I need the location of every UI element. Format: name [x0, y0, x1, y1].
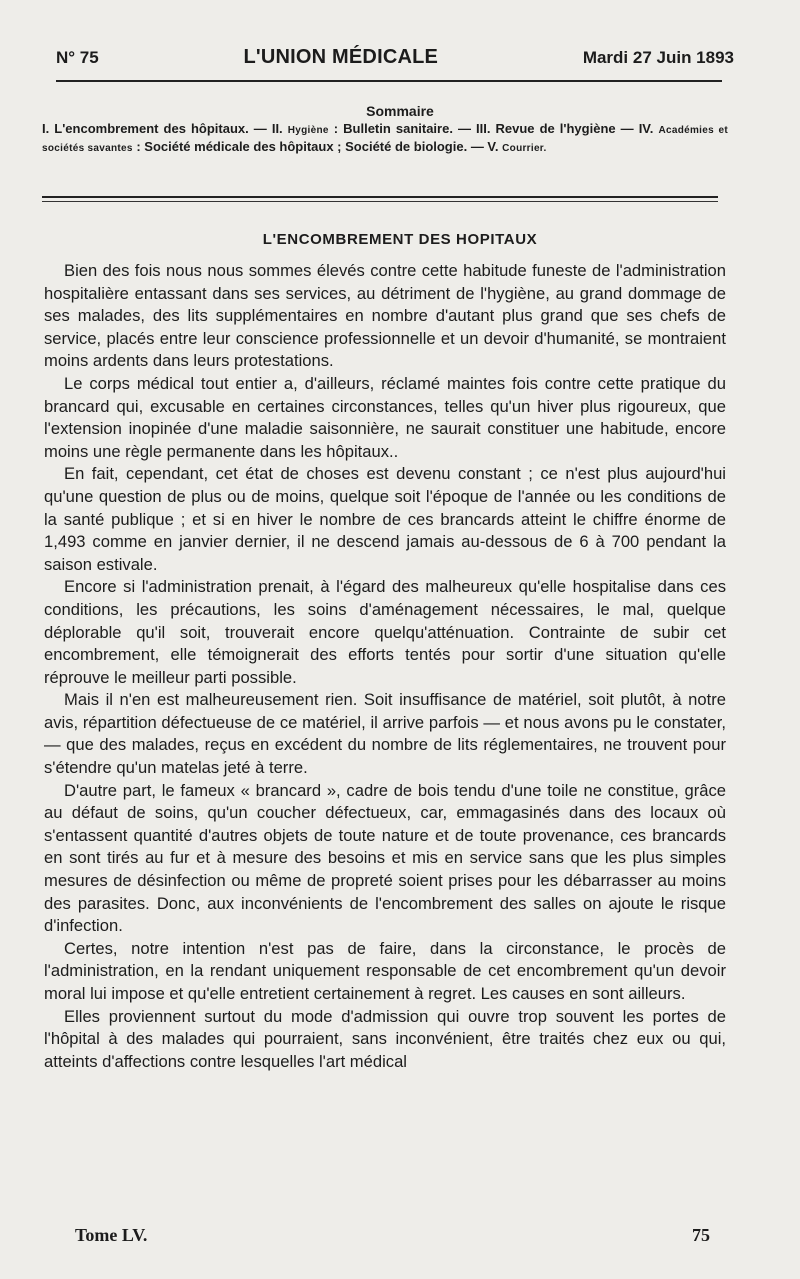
article-title: L'ENCOMBREMENT DES HOPITAUX	[262, 231, 538, 248]
issue-number: N° 75	[56, 48, 99, 67]
header-rule	[56, 80, 722, 82]
sommaire-item-4: : Société médicale des hôpitaux ; Société de biologie. — V.	[136, 139, 499, 154]
paragraph: Elles proviennent surtout du mode d'admission qui ouvre trop souvent les portes de l'hôpital à des malades qui pourraient, sans inconvénient, être traités chez eux ou qui, atteints d'affections contre lesquelles l'art médical	[44, 1006, 726, 1071]
running-header	[56, 46, 734, 76]
sommaire-rule-thick	[42, 196, 718, 198]
sommaire-contents	[42, 121, 728, 157]
paragraph: Encore si l'administration prenait, à l'égard des malheureux qu'elle hospitalise dans ces conditions, les précautions, les soins d'aménagement nécessaires, le mal, quelque déplorable qu'il soit, trouverait encore quelqu'atténuation. Contrainte de subir cet encombrement, elle témoignerait des efforts tentés pour sortir d'une situation qu'elle réprouve le meilleur parti possible.	[44, 577, 726, 687]
tome-label: Tome LV.	[75, 1225, 148, 1245]
paragraph: D'autre part, le fameux « brancard », cadre de bois tendu d'une toile ne constitue, grâce au défaut de soins, qu'un coucher défectueux, car, emmagasinés dans des locaux où s'entassent quantité d'autres objets de toute nature et de toute provenance, ces brancards en sont tirés au fur et à mesure des besoins et mis en service sans que les plus simples mesures de désinfection ou même de propreté soient prises pour les débarrasser au moins des parasites. Donc, aux inconvénients de l'encombrement des salles on ajoute le risque d'infection.	[44, 780, 726, 936]
sommaire-courrier: Courrier.	[502, 143, 547, 154]
sommaire-academies: Académies et sociétés savantes	[42, 125, 728, 154]
sommaire-item-2: : Bulletin sanitaire. — III. Revue de l'hygiène — IV.	[333, 121, 654, 136]
sommaire-item-1: I. L'encombrement des hôpitaux. — II.	[42, 121, 283, 136]
page-number: 75	[692, 1225, 710, 1245]
paragraph: Mais il n'en est malheureusement rien. Soit insuffisance de matériel, soit plutôt, à notre avis, répartition défectueuse de ce matériel, il arrive parfois — et nous avons pu le constater, — que des malades, reçus en excédent du nombre de lits réglementaires, ne trouvent pour s'étendre qu'un matelas jeté à terre.	[44, 690, 726, 778]
journal-title: L'UNION MÉDICALE	[243, 46, 439, 68]
page-footer	[75, 1225, 710, 1246]
paragraph: Le corps médical tout entier a, d'ailleurs, réclamé maintes fois contre cette pratique du brancard qui, excusable en certaines circonstances, telles qu'un hiver plus rigoureux, que l'extension inopinée d'une maladie saisonnière, ne saurait constituer une habitude, encore moins une règle permanente dans les hôpitaux..	[44, 373, 726, 461]
paragraph: Certes, notre intention n'est pas de faire, dans la circonstance, le procès de l'administration, en la rendant uniquement responsable de cet encombrement qu'un devoir moral lui impose et qu'elle entretient certainement à regret. Les causes en sont ailleurs.	[44, 938, 726, 1003]
paragraph: Bien des fois nous nous sommes élevés contre cette habitude funeste de l'administration hospitalière entassant dans ses services, au détriment de l'hygiène, au grand dommage de ses malades, des lits supplémentaires en nombre d'autant plus grand que ses chefs de service, placés entre leur conscience professionnelle et un devoir d'humanité, se montraient moins ardents dans leurs protestations.	[44, 261, 726, 371]
issue-date: Mardi 27 Juin 1893	[582, 48, 734, 67]
sommaire-title: Sommaire	[366, 103, 434, 119]
sommaire-hygiene: Hygiène	[287, 125, 329, 136]
paragraph: En fait, cependant, cet état de choses est devenu constant ; ce n'est plus aujourd'hui qu'une question de plus ou de moins, quelque soit l'époque de l'année ou les conditions de la santé publique ; et si en hiver le nombre de ces brancards atteint le chiffre énorme de 1,493 comme en janvier dernier, il ne descend jamais au-dessous de 6 à 700 pendant la saison estivale.	[44, 464, 726, 574]
article-body	[44, 260, 726, 1073]
sommaire-rule-thin	[42, 201, 718, 202]
